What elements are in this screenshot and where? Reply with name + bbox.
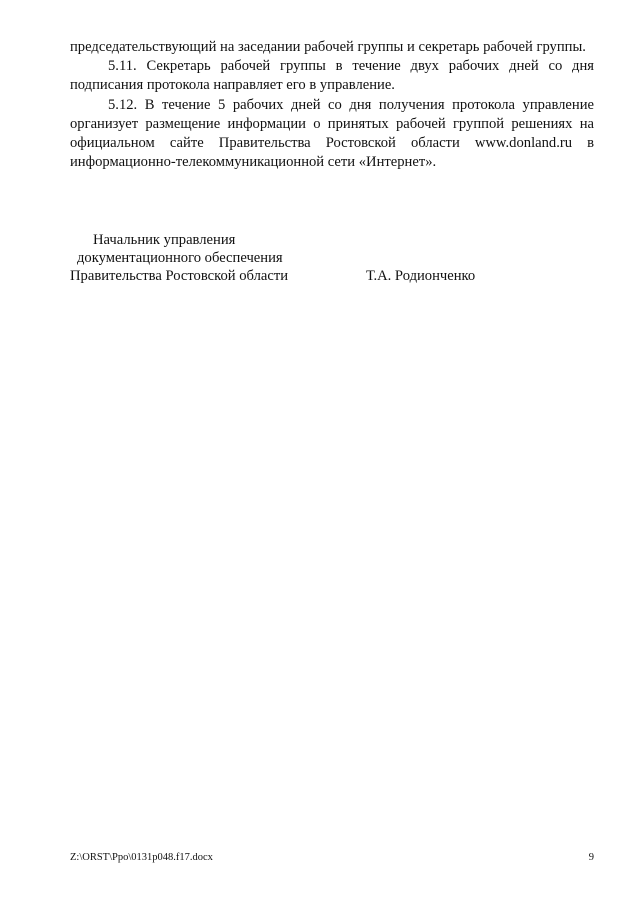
page-footer: [70, 851, 594, 864]
paragraph-continuation: председательствующий на заседании рабочей группы и секретарь рабочей группы.: [70, 39, 586, 55]
file-path: Z:\ORST\Ppo\0131p048.f17.docx: [70, 852, 213, 863]
signatory-title-line-2: документационного обеспечения: [77, 250, 283, 266]
paragraph-5-12: 5.12. В течение 5 рабочих дней со дня получения протокола управление организует размещение информации о принятых рабочей группой решениях на официальном сайте Правительства Ростовской области www.donland.ru в информационно-телекоммуникационной сети «Интернет».: [70, 96, 594, 171]
paragraph-5-11: 5.11. Секретарь рабочей группы в течение двух рабочих дней со дня подписания протокола направляет его в управление.: [70, 58, 594, 94]
signature-row: [70, 267, 530, 285]
signature-block: [70, 231, 530, 285]
page-number: 9: [588, 852, 594, 863]
document-body: [70, 38, 594, 172]
signatory-name: Т.А. Родионченко: [366, 268, 476, 284]
signatory-title-line-1: Начальник управления: [93, 232, 236, 248]
signatory-title-line-3: Правительства Ростовской области: [70, 268, 289, 284]
